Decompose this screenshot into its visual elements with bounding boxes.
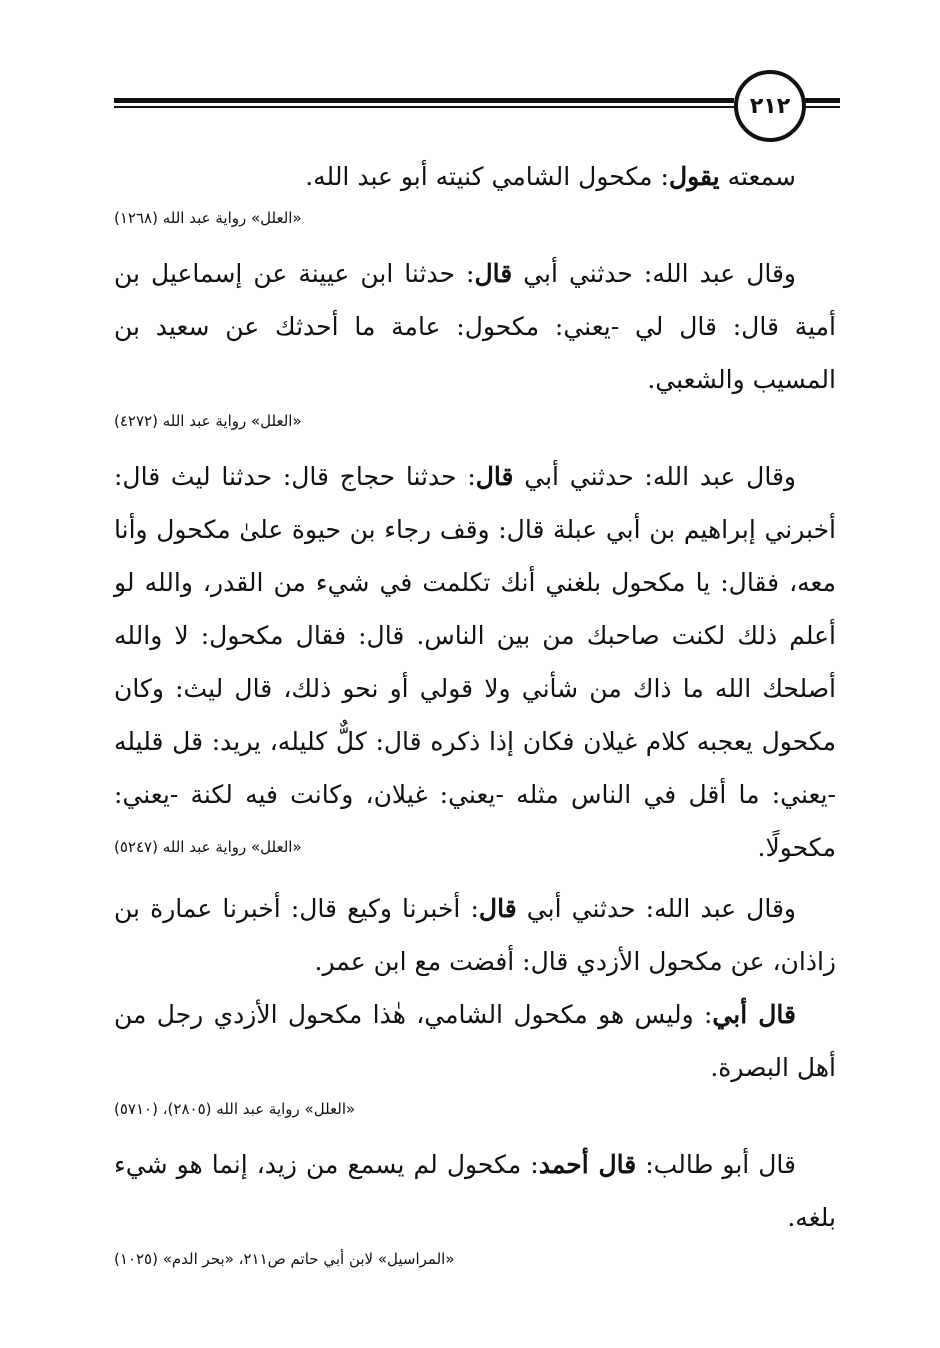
page-content <box>114 150 836 1288</box>
paragraph <box>114 988 836 1094</box>
text-block <box>114 247 836 432</box>
paragraph-rest: : مكحول الشامي كنيته أبو عبد الله. <box>305 162 669 191</box>
paragraph-bold: قال <box>474 259 513 288</box>
source-citation: «العلل» رواية عبد الله (٤٢٧٢) <box>114 412 302 430</box>
paragraph-bold: قال <box>478 894 517 923</box>
page-number-badge <box>734 70 806 142</box>
paragraph-rest: : حدثنا حجاج قال: حدثنا ليث قال: أخبرني إبراهيم بن أبي عبلة قال: وقف رجاء بن حيوة علىٰ مكحول وأنا معه، فقال: يا مكحول بلغني أنك تكلمت في شيء من القدر، والله لو أعلم ذلك لكنت صاحبك من بين الناس. قال: فقال مكحول: لا والله أصلحك الله ما ذاك من شأني ولا قولي أو نحو ذلك، قال ليث: وكان مكحول يعجبه كلام غيلان فكان إذا ذكره قال: كلٌّ كليله، يريد: قل قليله -يعني: ما أقل في الناس مثله -يعني: غيلان، وكانت فيه لكنة -يعني: مكحولًا. <box>114 462 836 862</box>
spacer <box>114 874 836 882</box>
paragraph-bold: يقول <box>668 162 720 191</box>
source-citation: «المراسيل» لابن أبي حاتم ص٢١١، «بحر الدم» (١٠٢٥) <box>114 1250 455 1268</box>
paragraph <box>114 247 836 406</box>
paragraph-rest: : مكحول لم يسمع من زيد، إنما هو شيء بلغه. <box>114 1150 836 1232</box>
header-rule-thick <box>114 98 734 103</box>
page-header <box>114 70 840 140</box>
paragraph-bold: قال أبي <box>712 1000 796 1029</box>
paragraph <box>114 450 836 874</box>
text-block <box>114 882 836 1120</box>
text-block <box>114 450 836 882</box>
text-block <box>114 150 836 229</box>
paragraph-bold: قال <box>475 462 514 491</box>
text-block <box>114 1138 836 1270</box>
paragraph-rest: : وليس هو مكحول الشامي، هٰذا مكحول الأزدي رجل من أهل البصرة. <box>114 1000 836 1082</box>
header-rule-thin-right <box>804 106 840 108</box>
paragraph-lead: سمعته <box>719 162 796 191</box>
paragraph <box>114 150 836 203</box>
paragraph-lead: وقال عبد الله: حدثني أبي <box>516 894 796 923</box>
paragraph-rest: : حدثنا ابن عيينة عن إسماعيل بن أمية قال: قال لي -يعني: مكحول: عامة ما أحدثك عن سعيد بن المسيب والشعبي. <box>114 259 836 394</box>
paragraph-lead: قال أبو طالب: <box>636 1150 796 1179</box>
paragraph-rest: : أخبرنا وكيع قال: أخبرنا عمارة بن زاذان، عن مكحول الأزدي قال: أفضت مع ابن عمر. <box>114 894 836 976</box>
header-rule-thick-right <box>804 98 840 103</box>
paragraph-bold: قال أحمد <box>538 1150 637 1179</box>
paragraph-lead: وقال عبد الله: حدثني أبي <box>513 462 796 491</box>
paragraph-lead: وقال عبد الله: حدثني أبي <box>512 259 796 288</box>
source-citation: «العلل» رواية عبد الله (٢٨٠٥)، (٥٧١٠) <box>114 1100 356 1118</box>
paragraph <box>114 882 836 988</box>
source-citation: «العلل» رواية عبد الله (٥٢٤٧) <box>114 838 302 856</box>
page-number: ٢١٢ <box>749 93 791 119</box>
source-citation: «العلل» رواية عبد الله (١٢٦٨) <box>114 209 302 227</box>
paragraph <box>114 1138 836 1244</box>
header-rule-thin <box>114 106 734 108</box>
